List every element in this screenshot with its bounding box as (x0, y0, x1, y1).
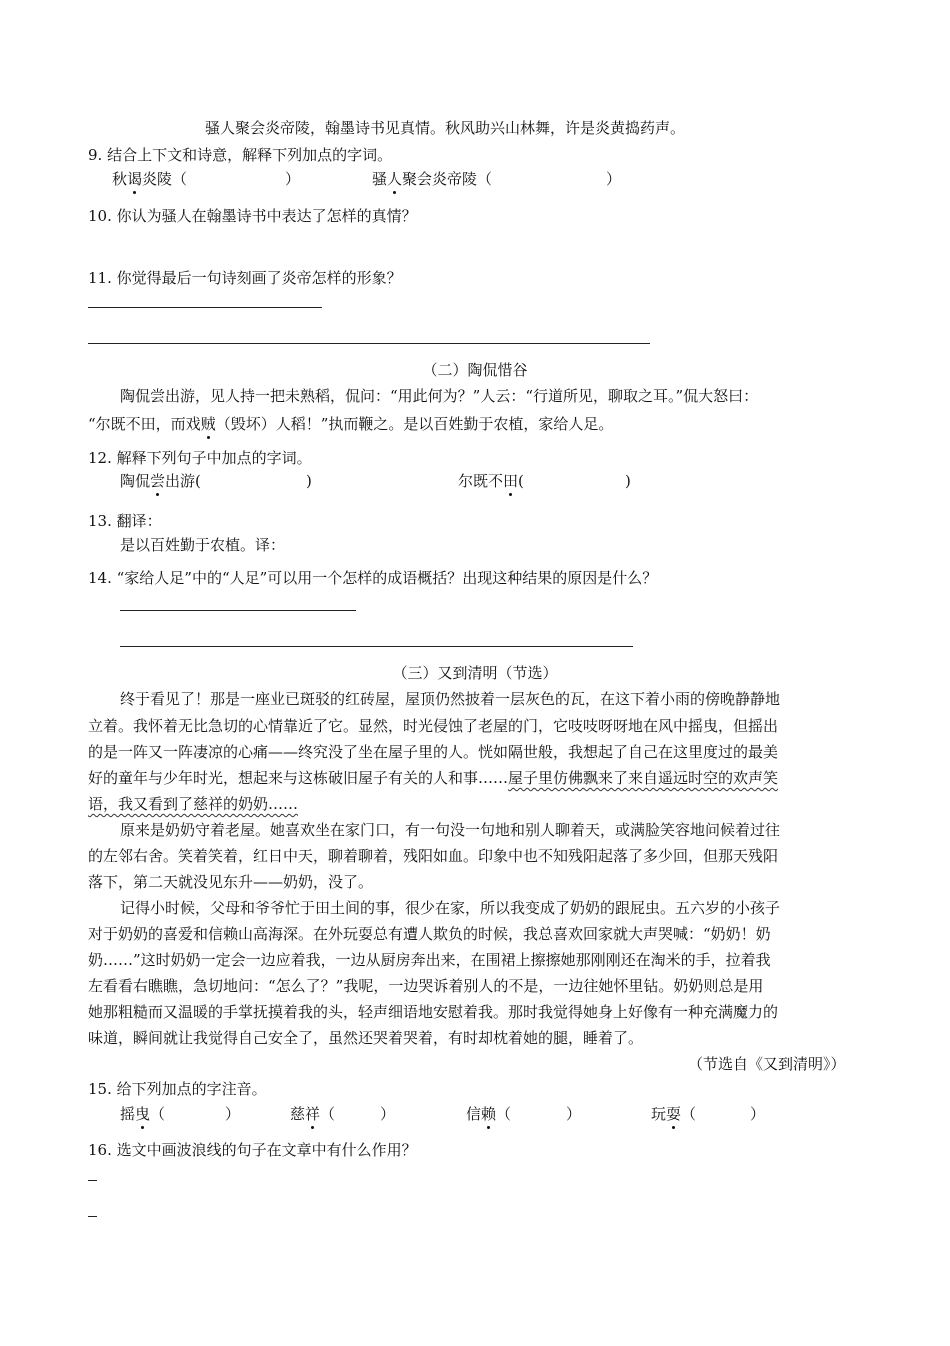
passage-line: 的是一阵又一阵凄凉的心痛——终究没了坐在屋子里的人。恍如隔世般，我想起了自己在这里度过的最美 (88, 743, 779, 761)
dotted-char: 耍 (666, 1105, 682, 1123)
dotted-char: 祥 (305, 1105, 321, 1123)
question-9-stem: 9. 结合上下文和诗意，解释下列加点的字词。 (88, 146, 393, 164)
passage-line: 对于奶奶的喜爱和信赖山高海深。在外玩耍总有遭人欺负的时候，我总喜欢回家就大声哭喊：“奶奶！奶 (88, 925, 771, 943)
poem-line: 骚人聚会炎帝陵，翰墨诗书见真情。秋风助兴山林舞，许是炎黄捣药声。 (205, 119, 686, 137)
answer-line[interactable] (120, 610, 356, 611)
question-14: 14. “家给人足”中的“人足”可以用一个怎样的成语概括？出现这种结果的原因是什么？ (88, 569, 658, 587)
passage-line: 奶……”这时奶奶一定会一边应着我，一边从厨房奔出来，在围裙上擦擦她那刚刚还在淘米的手，拉着我 (88, 951, 771, 969)
passage-line: 左看看右瞧瞧，急切地问：“怎么了？”我呢，一边哭诉着别人的不是，一边往她怀里钻。奶奶则总是用 (88, 977, 764, 995)
wavy-underlined-sentence: 语，我又看到了慈祥的奶奶…… (88, 795, 299, 813)
answer-line[interactable] (88, 1216, 97, 1217)
passage-line: 原来是奶奶守着老屋。她喜欢坐在家门口，有一句没一句地和别人聊着天，或满脸笑容地问候着过往 (120, 821, 781, 839)
passage-line (88, 794, 298, 814)
question-12-item-1-close: ) (306, 472, 312, 490)
question-13: 13. 翻译： (88, 512, 162, 530)
question-15-item-1-close: ） (225, 1105, 241, 1123)
passage-line: 记得小时候，父母和爷爷忙于田土间的事，很少在家，所以我变成了奶奶的跟屁虫。五六岁的小孩子 (120, 899, 781, 917)
dotted-char: 尝 (150, 472, 166, 490)
passage-line: 立着。我怀着无比急切的心情靠近了它。显然，时光侵蚀了老屋的门，它吱吱呀呀地在风中摇曳，但摇出 (88, 717, 779, 735)
question-15-item-4-close: ） (750, 1105, 766, 1123)
question-10: 10. 你认为骚人在翰墨诗书中表达了怎样的真情？ (88, 207, 417, 225)
question-9-item-1: 秋谒炎陵（ (112, 170, 188, 188)
section-2-paragraph-line-1: 陶侃尝出游，见人持一把未熟稻，侃问：“用此何为？”人云：“行道所见，聊取之耳。”侃大怒曰： (120, 387, 759, 405)
answer-line[interactable] (120, 646, 633, 647)
passage-source: （节选自《又到清明》） (688, 1055, 846, 1073)
question-9-item-2: 骚人聚会炎帝陵（ (372, 170, 493, 188)
passage-line: 落下，第二天就没见东升——奶奶，没了。 (88, 873, 374, 891)
question-15-item-2-close: ） (380, 1105, 396, 1123)
answer-line[interactable] (88, 307, 322, 308)
question-15-item-3-close: ） (566, 1105, 582, 1123)
question-15-item-1: 摇曳（ (120, 1105, 166, 1123)
question-15-item-2: 慈祥（ (290, 1105, 336, 1123)
passage-line: 的左邻右舍。笑着笑着，红日中天，聊着聊着，残阳如血。印象中也不知残阳起落了多少回，但那天残阳 (88, 847, 779, 865)
answer-line[interactable] (88, 1180, 97, 1181)
question-12-item-2-close: ) (625, 472, 631, 490)
question-15-item-3: 信赖（ (466, 1105, 512, 1123)
question-16: 16. 选文中画波浪线的句子在文章中有什么作用？ (88, 1141, 417, 1159)
section-3-title: （三）又到清明（节选） (392, 664, 558, 682)
question-9-item-2-close: ） (606, 170, 622, 188)
passage-line: 她那粗糙而又温暖的手掌抚摸着我的头，轻声细语地安慰着我。那时我觉得她身上好像有一种充满魔力的 (88, 1003, 779, 1021)
passage-line: 终于看见了！那是一座业已斑驳的红砖屋，屋顶仍然披着一层灰色的瓦，在这下着小雨的傍晚静静地 (120, 690, 781, 708)
wavy-underlined-sentence: 屋子里仿佛飘来了来自遥远时空的欢声笑 (508, 769, 779, 787)
question-12-item-2: 尔既不田( (458, 472, 524, 490)
dotted-char: 赖 (481, 1105, 497, 1123)
question-15: 15. 给下列加点的字注音。 (88, 1080, 267, 1098)
section-2-paragraph-line-2: “尔既不田，而戏贼（毁坏）人稻！”执而鞭之。是以百姓勤于农植，家给人足。 (88, 415, 614, 433)
dotted-char: 谒 (127, 170, 143, 188)
passage-line: 味道，瞬间就让我觉得自己安全了，虽然还哭着哭着，有时却枕着她的腿，睡着了。 (88, 1029, 644, 1047)
dotted-char: 曳 (135, 1105, 151, 1123)
section-2-title: （二）陶侃惜谷 (422, 361, 528, 379)
question-12: 12. 解释下列句子中加点的字词。 (88, 449, 312, 467)
question-11: 11. 你觉得最后一句诗刻画了炎帝怎样的形象？ (88, 269, 402, 287)
question-12-item-1: 陶侃尝出游( (120, 472, 201, 490)
dotted-char: 贼 (200, 415, 216, 433)
question-9-item-1-close: ） (285, 170, 301, 188)
question-15-item-4: 玩耍（ (651, 1105, 697, 1123)
passage-line: 好的童年与少年时光，想起来与这栋破旧屋子有关的人和事……屋子里仿佛飘来了来自遥远时空的欢声笑 (88, 769, 779, 787)
dotted-char: 人 (387, 170, 403, 188)
dotted-char: 田 (503, 472, 519, 490)
answer-line[interactable] (88, 343, 650, 344)
question-13-text: 是以百姓勤于农植。译： (120, 536, 286, 554)
